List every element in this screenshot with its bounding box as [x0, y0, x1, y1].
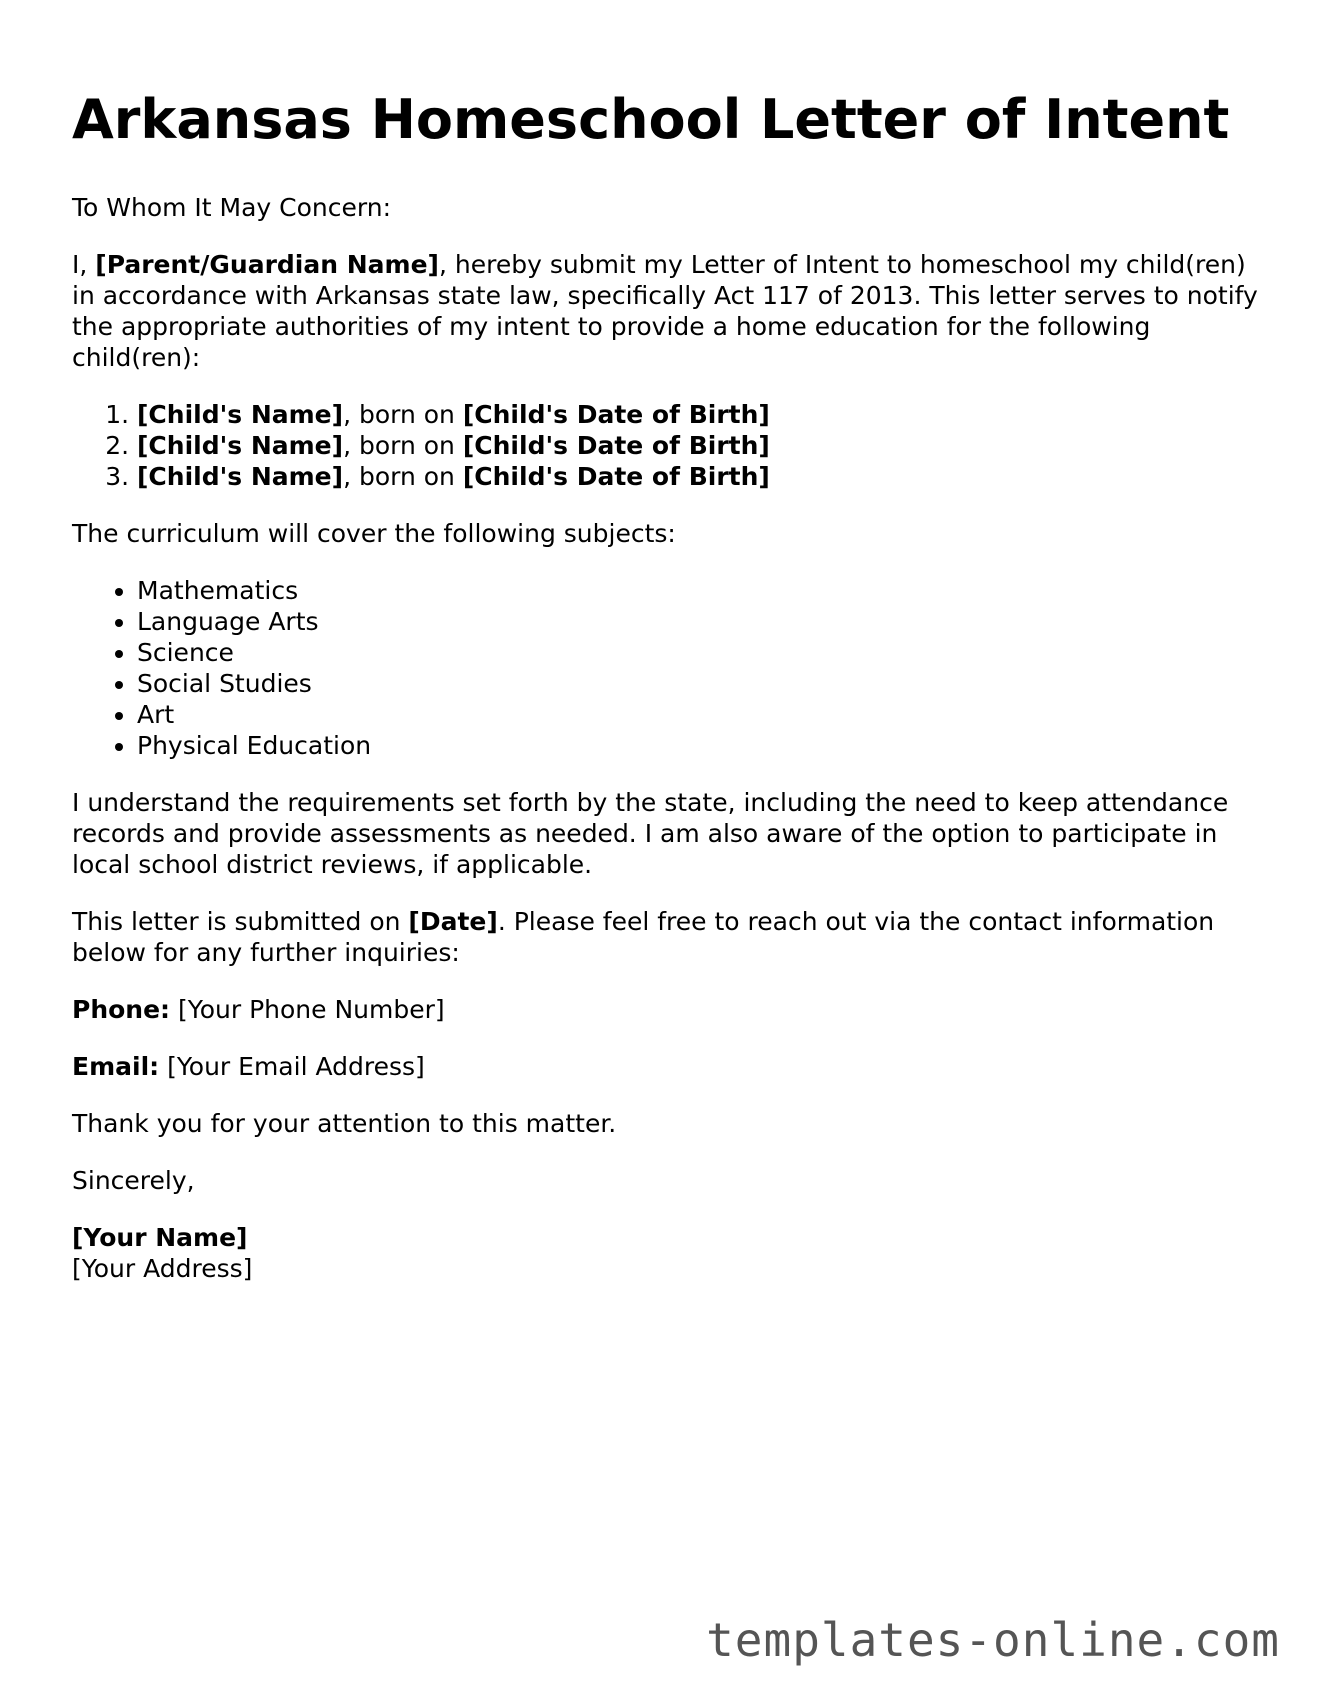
- child-item: [137, 399, 1262, 430]
- subject-item: • Language Arts: [137, 606, 1262, 637]
- child-dob: [Child's Date of Birth]: [462, 462, 770, 491]
- letter-page: [72, 88, 1262, 1284]
- submitted-prefix: This letter is submitted on: [72, 907, 409, 936]
- child-dob: [Child's Date of Birth]: [462, 400, 770, 429]
- submitted-rest: . Please feel free to reach out via the contact information below for any further inquiries:: [72, 907, 1215, 967]
- child-name: [Child's Name]: [137, 400, 344, 429]
- child-name: [Child's Name]: [137, 462, 344, 491]
- email-label: Email:: [72, 1052, 160, 1081]
- submitted-paragraph: [72, 906, 1262, 968]
- email-line: [72, 1051, 1262, 1082]
- subject-item: • Social Studies: [137, 668, 1262, 699]
- intro-paragraph: [72, 249, 1262, 373]
- intro-rest: , hereby submit my Letter of Intent to homeschool my child(ren) in accordance with Arkansas state law, specifically Act 117 of 2013. This letter serves to notify the appropriate authorities of my intent to provide a home education for the following child(ren):: [72, 250, 1258, 372]
- subject-item: • Science: [137, 637, 1262, 668]
- thanks-line: Thank you for your attention to this matter.: [72, 1109, 617, 1138]
- parent-name-placeholder: [Parent/Guardian Name]: [95, 250, 439, 279]
- closing-line: Sincerely,: [72, 1166, 195, 1195]
- child-connector: , born on: [343, 462, 463, 491]
- child-item: [137, 430, 1262, 461]
- child-connector: , born on: [343, 431, 463, 460]
- child-connector: , born on: [343, 400, 463, 429]
- subject-item: • Art: [137, 699, 1262, 730]
- curriculum-intro: The curriculum will cover the following subjects:: [72, 519, 676, 548]
- signature-name-text: [Your Name]: [72, 1223, 248, 1252]
- subject-item: • Mathematics: [137, 575, 1262, 606]
- phone-label: Phone:: [72, 995, 171, 1024]
- subject-item: • Physical Education: [137, 730, 1262, 761]
- requirements-paragraph: I understand the requirements set forth by the state, including the need to keep attendance records and provide assessments as needed. I am also aware of the option to participate in local school district reviews, if applicable.: [72, 788, 1229, 879]
- phone-line: [72, 994, 1262, 1025]
- signature-address: [Your Address]: [72, 1254, 253, 1283]
- email-value: [Your Email Address]: [159, 1052, 425, 1081]
- child-name: [Child's Name]: [137, 431, 344, 460]
- page-title: Arkansas Homeschool Letter of Intent: [72, 88, 1230, 151]
- child-dob: [Child's Date of Birth]: [462, 431, 770, 460]
- date-placeholder: [Date]: [408, 907, 498, 936]
- children-list: [72, 399, 1262, 492]
- intro-prefix: I,: [72, 250, 96, 279]
- watermark: templates-online.com: [706, 1613, 1280, 1667]
- phone-value: [Your Phone Number]: [170, 995, 445, 1024]
- child-item: [137, 461, 1262, 492]
- signature-name: [72, 1222, 1262, 1253]
- subjects-list: [72, 575, 1262, 761]
- salutation: To Whom It May Concern:: [72, 193, 392, 222]
